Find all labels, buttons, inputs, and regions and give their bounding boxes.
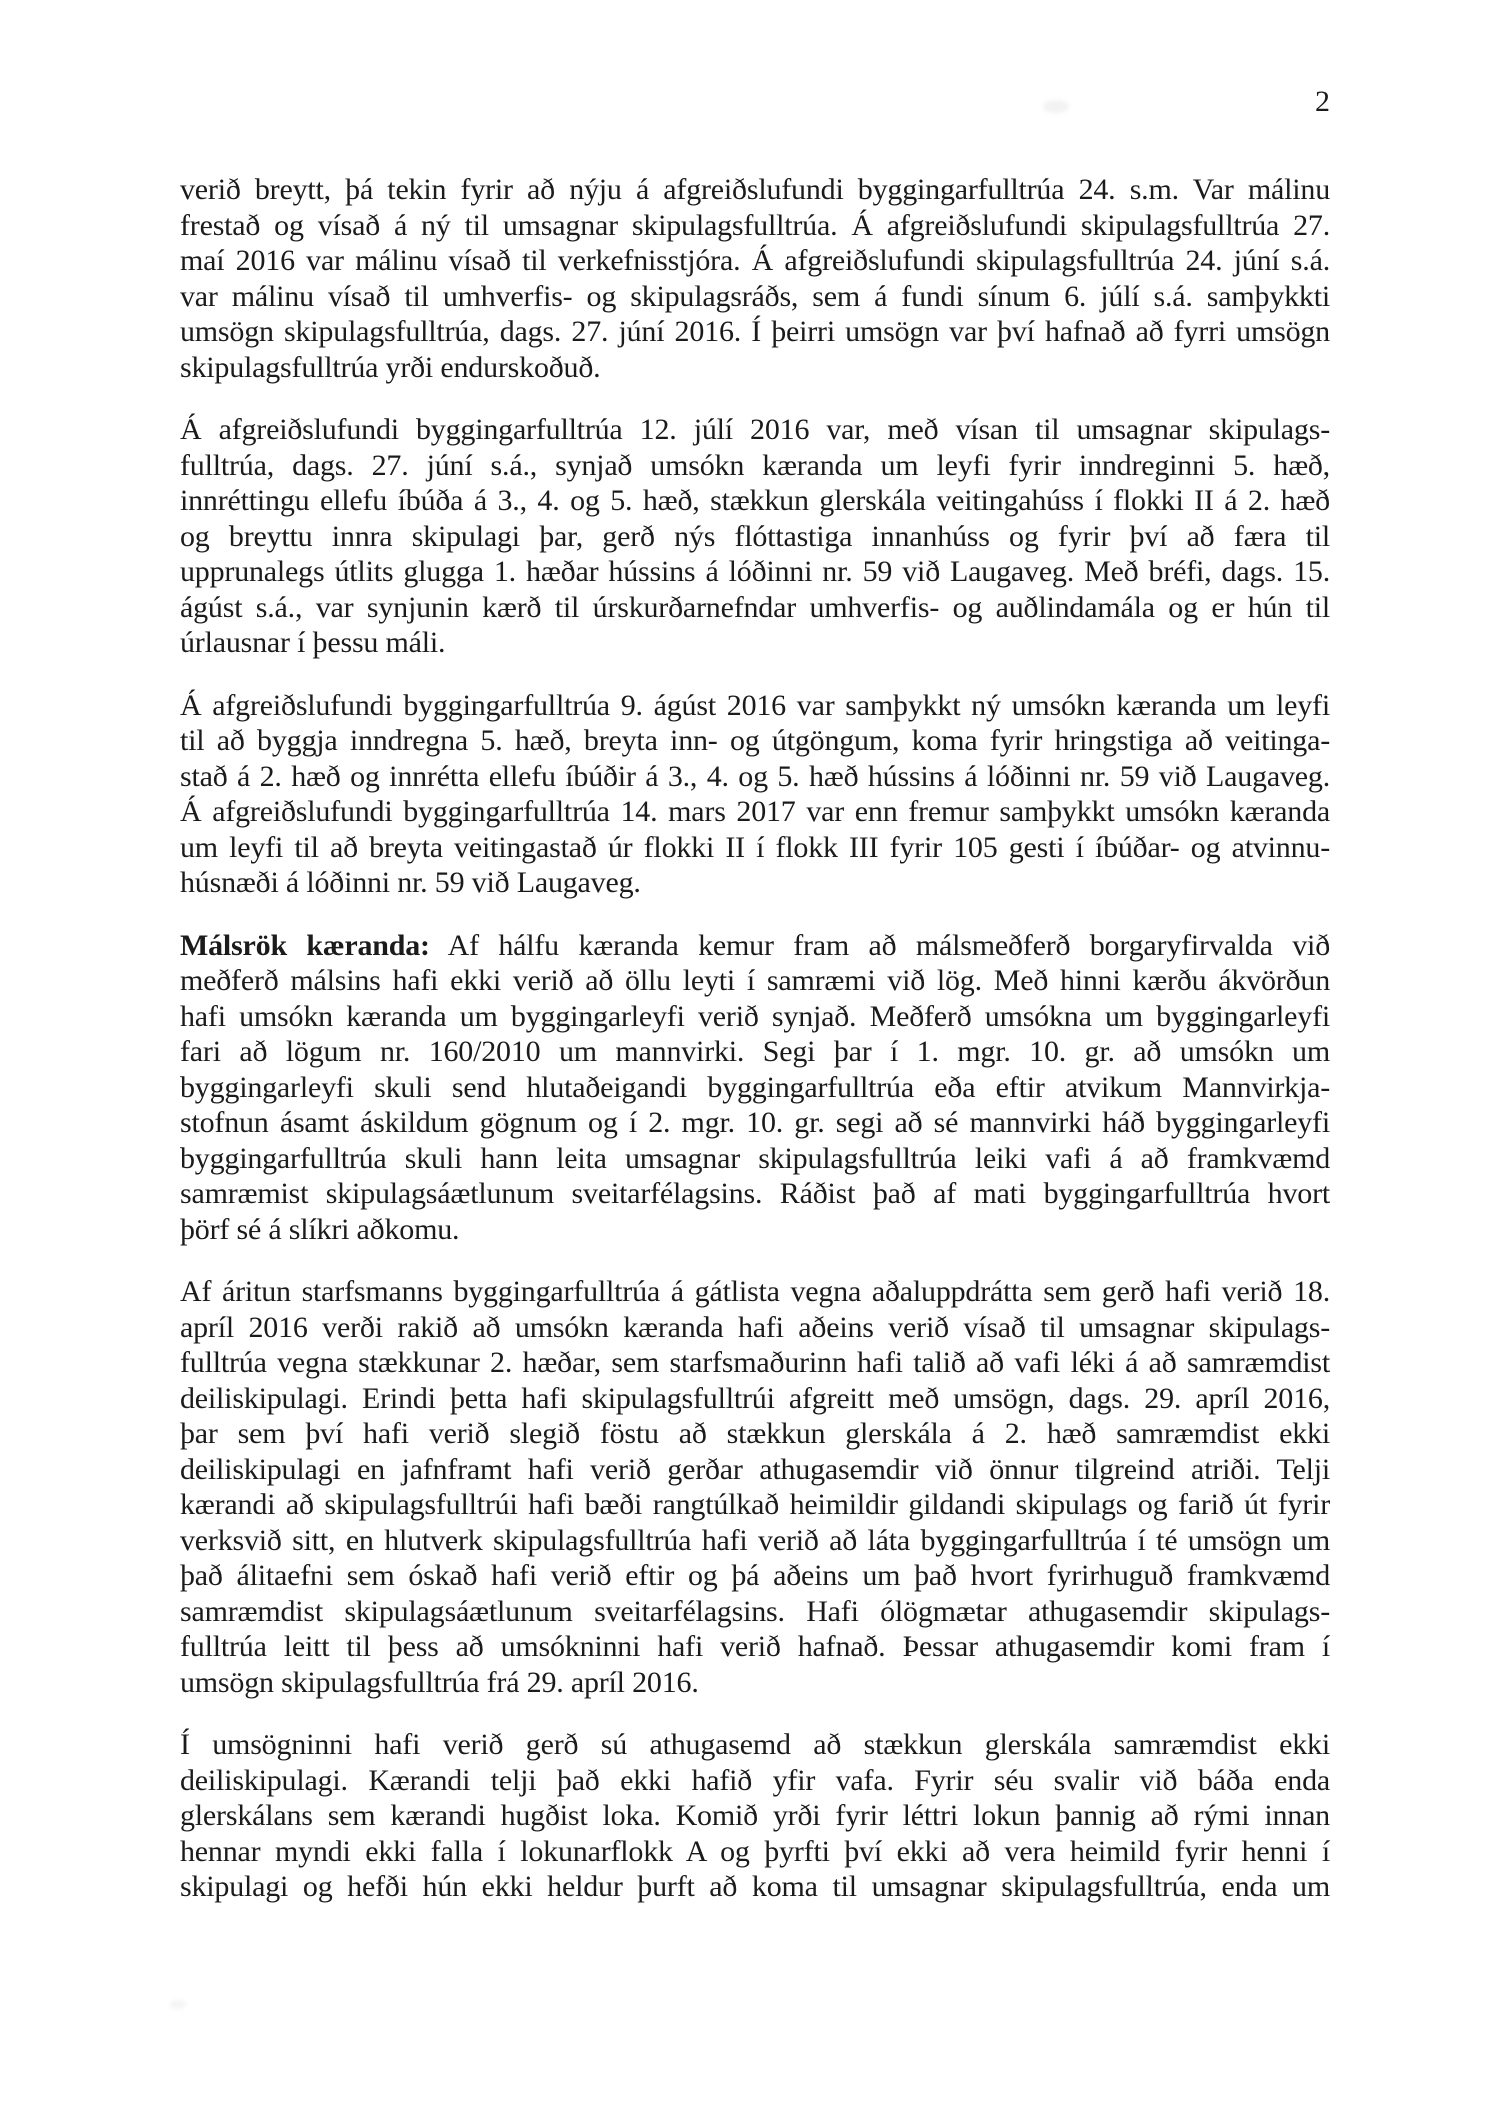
text-line: fulltrúa, dags. 27. júní s.á., synjað umsókn kæranda um leyfi fyrir inndreginni 5. hæð, [180,448,1330,482]
text-line: fari að lögum nr. 160/2010 um mannvirki. Segi þar í 1. mgr. 10. gr. að umsókn um [180,1035,1330,1068]
text-line: fulltrúa leitt til þess að umsókninni hafi verið hafnað. Þessar athugasemdir komi fram í [180,1630,1330,1663]
text-line: Á afgreiðslufundi byggingarfulltrúa 12. júlí 2016 var, með vísan til umsagnar skipulags- [180,413,1330,446]
text-line: hennar myndi ekki falla í lokunarflokk A og þyrfti því ekki að vera heimild fyrir henni í [180,1834,1330,1868]
paragraph [180,688,1330,901]
text-line: byggingarfulltrúa skuli hann leita umsagnar skipulagsfulltrúa leiki vafi á að framkvæmd [180,1141,1330,1175]
text-line: um leyfi til að breyta veitingastað úr flokki II í flokk III fyrir 105 gesti í íbúðar- og atvinnu- [180,830,1330,864]
text-line: innréttingu ellefu íbúða á 3., 4. og 5. hæð, stækkun glerskála veitingahúss í flokki II á 2. hæð [180,484,1330,517]
text-line: samræmdist skipulagsáætlunum sveitarfélagsins. Hafi ólögmætar athugasemdir skipulags- [180,1594,1330,1628]
text-line: verið breytt, þá tekin fyrir að nýju á afgreiðslufundi byggingarfulltrúa 24. s.m. Var málinu [180,173,1330,206]
text-line: byggingarleyfi skuli send hlutaðeigandi byggingarfulltrúa eða eftir atvikum Mannvirkja- [180,1070,1330,1104]
paragraph [180,1727,1330,1905]
text-line: ágúst s.á., var synjunin kærð til úrskurðarnefndar umhverfis- og auðlindamála og er hún til [180,590,1330,624]
paragraph [180,1274,1330,1700]
text-line: úrlausnar í þessu máli. [180,626,446,659]
document-body [180,172,1330,1932]
text-line: umsögn skipulagsfulltrúa frá 29. apríl 2016. [180,1665,699,1699]
text-line: meðferð málsins hafi ekki verið að öllu leyti í samræmi við lög. Með hinni kærðu ákvörðun [180,964,1330,997]
text-line [180,928,1330,964]
text-line: kærandi að skipulagsfulltrúi hafi bæði rangtúlkað heimildir gildandi skipulags og farið út fyrir [180,1488,1330,1521]
page-number: 2 [1315,85,1330,118]
text-line: það álitaefni sem óskað hafi verið eftir og þá aðeins um það hvort fyrirhuguð framkvæmd [180,1559,1330,1592]
text-line: fulltrúa vegna stækkunar 2. hæðar, sem starfsmaðurinn hafi talið að vafi léki á að samræmdist [180,1346,1330,1379]
text-line: deiliskipulagi en jafnframt hafi verið gerðar athugasemdir við önnur tilgreind atriði. Telji [180,1452,1330,1486]
text-line: húsnæði á lóðinni nr. 59 við Laugaveg. [180,866,641,899]
text-line: til að byggja inndregna 5. hæð, breyta inn- og útgöngum, koma fyrir hringstiga að veitinga- [180,724,1330,757]
paragraph [180,412,1330,661]
text-line: Af áritun starfsmanns byggingarfulltrúa á gátlista vegna aðaluppdrátta sem gerð hafi verið 18. [180,1275,1330,1308]
text-line: skipulagi og hefði hún ekki heldur þurft að koma til umsagnar skipulagsfulltrúa, enda um [180,1870,1330,1903]
text-line-rest: Af hálfu kæranda kemur fram að málsmeðferð borgaryfirvalda við [447,928,1330,962]
text-line: var málinu vísað til umhverfis- og skipulagsráðs, sem á fundi sínum 6. júlí s.á. samþykkti [180,279,1330,313]
paragraph-lead-bold: Málsrök kæranda: [180,928,430,962]
text-line: upprunalegs útlits glugga 1. hæðar hússins á lóðinni nr. 59 við Laugaveg. Með bréfi, dags. 15. [180,555,1330,588]
text-line: stofnun ásamt áskildum gögnum og í 2. mgr. 10. gr. segi að sé mannvirki háð byggingarleyfi [180,1106,1330,1139]
text-line: frestað og vísað á ný til umsagnar skipulagsfulltrúa. Á afgreiðslufundi skipulagsfulltrúa 27. [180,208,1330,242]
text-line: stað á 2. hæð og innrétta ellefu íbúðir á 3., 4. og 5. hæð hússins á lóðinni nr. 59 við Laugaveg. [180,759,1330,793]
scan-artifact-smudge [170,2000,186,2009]
text-line: Á afgreiðslufundi byggingarfulltrúa 9. ágúst 2016 var samþykkt ný umsókn kæranda um leyfi [180,688,1330,722]
text-line: hafi umsókn kæranda um byggingarleyfi verið synjað. Meðferð umsókna um byggingarleyfi [180,999,1330,1033]
text-line: skipulagsfulltrúa yrði endurskoðuð. [180,350,601,384]
text-line: apríl 2016 verði rakið að umsókn kæranda hafi aðeins verið vísað til umsagnar skipulags- [180,1310,1330,1344]
text-line: glerskálans sem kærandi hugðist loka. Komið yrði fyrir léttri lokun þannig að rými innan [180,1799,1330,1832]
text-line: Á afgreiðslufundi byggingarfulltrúa 14. mars 2017 var enn fremur samþykkt umsókn kæranda [180,795,1330,828]
text-line: samræmist skipulagsáætlunum sveitarfélagsins. Ráðist það af mati byggingarfulltrúa hvort [180,1177,1330,1210]
paragraph-malsrok-kaeranda [180,928,1330,1248]
text-line: þar sem því hafi verið slegið föstu að stækkun glerskála á 2. hæð samræmdist ekki [180,1417,1330,1450]
text-line: verksvið sitt, en hlutverk skipulagsfulltrúa hafi verið að láta byggingarfulltrúa í té umsögn um [180,1523,1330,1557]
text-line: maí 2016 var málinu vísað til verkefnisstjóra. Á afgreiðslufundi skipulagsfulltrúa 24. júní s.á. [180,244,1330,277]
text-line: deiliskipulagi. Kærandi telji það ekki hafið yfir vafa. Fyrir séu svalir við báða enda [180,1763,1330,1797]
text-line: umsögn skipulagsfulltrúa, dags. 27. júní 2016. Í þeirri umsögn var því hafnað að fyrri umsögn [180,315,1330,348]
text-line: og breyttu innra skipulagi þar, gerð nýs flóttastiga innanhúss og fyrir því að færa til [180,519,1330,553]
text-line: Í umsögninni hafi verið gerð sú athugasemd að stækkun glerskála samræmdist ekki [180,1728,1330,1761]
text-line: deiliskipulagi. Erindi þetta hafi skipulagsfulltrúi afgreitt með umsögn, dags. 29. apríl 2016, [180,1381,1330,1415]
text-line: þörf sé á slíkri aðkomu. [180,1212,460,1246]
paragraph [180,172,1330,385]
